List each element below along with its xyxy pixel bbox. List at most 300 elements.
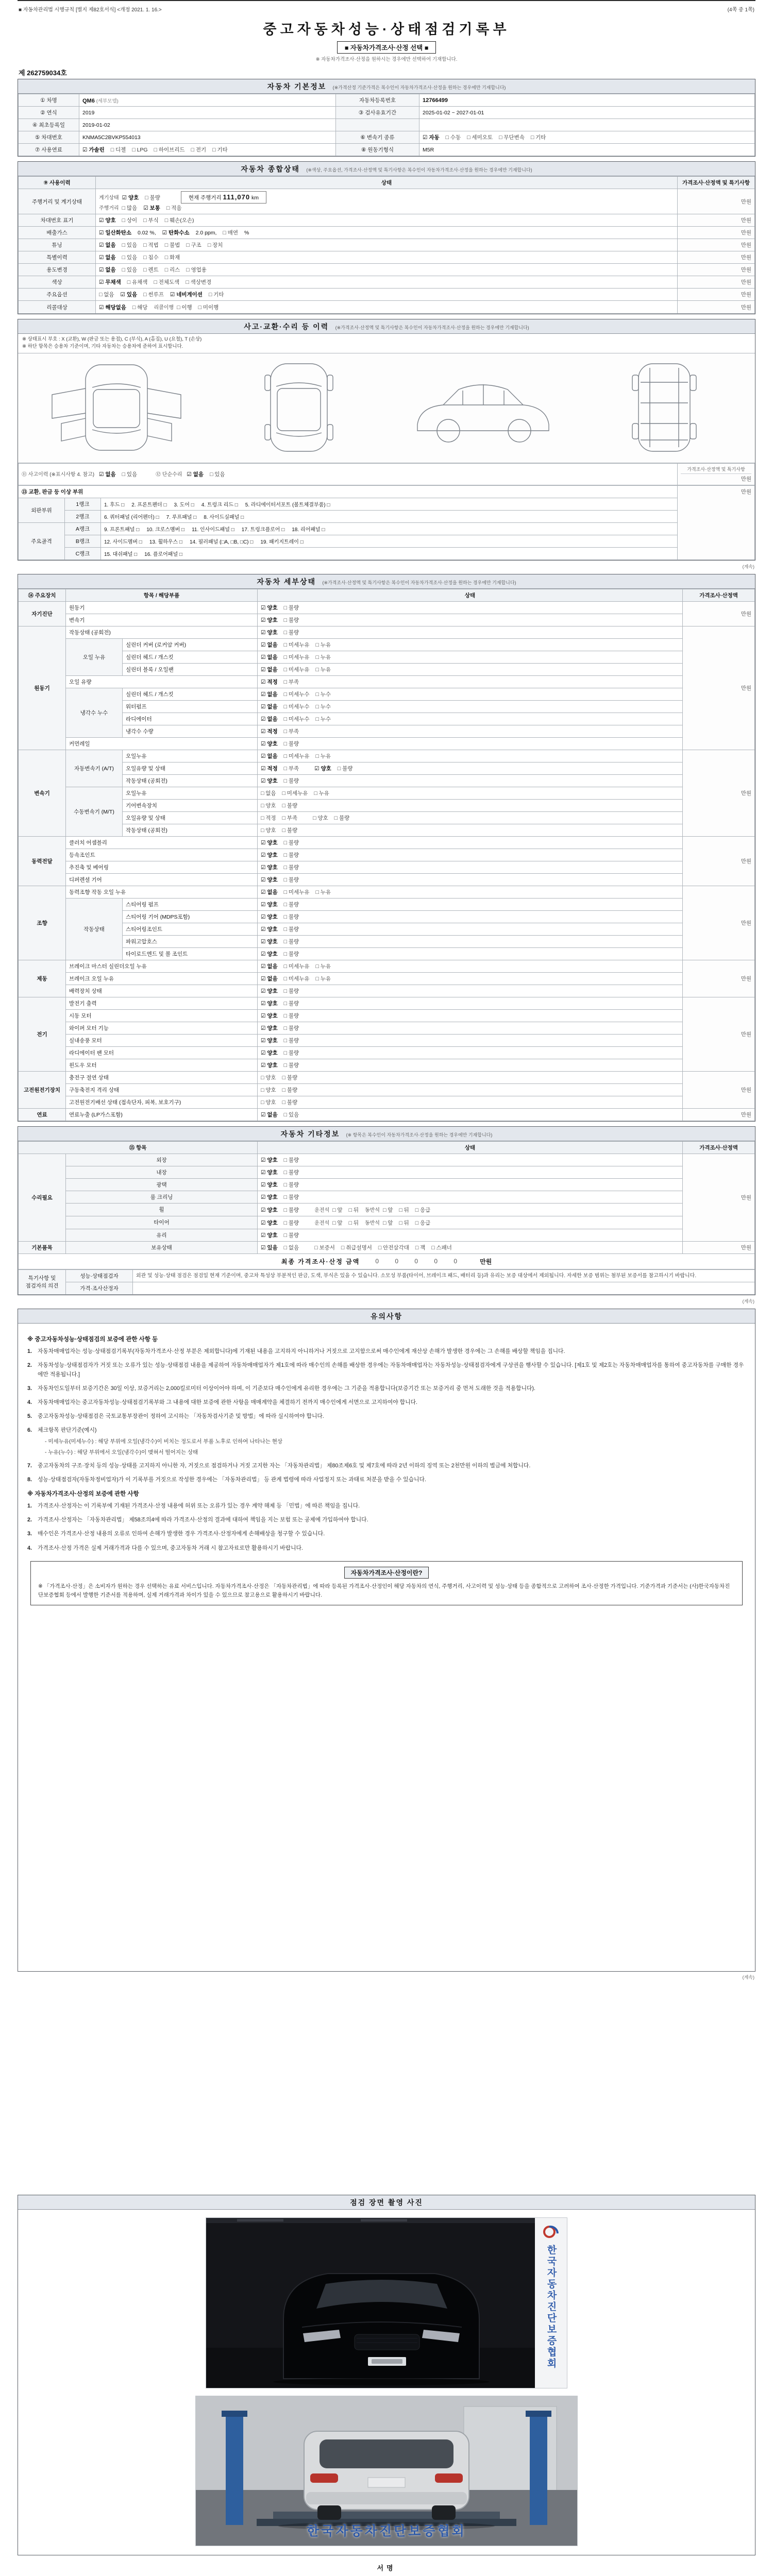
checkbox-불량[interactable]: □ 불량 — [283, 839, 299, 846]
item-name: 스티어링 기어 (MDPS포함) — [123, 910, 258, 923]
checkbox-있음[interactable]: □ 있음 — [122, 471, 138, 478]
checkbox-불량[interactable]: □ 불량 — [283, 938, 299, 945]
checkbox-불량[interactable]: □ 불량 — [283, 1025, 299, 1031]
checkbox-불량[interactable]: □ 불량 — [283, 852, 299, 858]
table-header-row — [19, 589, 755, 601]
checkbox-양호[interactable]: ☑ 양호 — [122, 195, 139, 201]
checkbox-양호[interactable]: □ 양호 — [261, 1074, 276, 1081]
checkbox-자동[interactable]: ☑ 자동 — [423, 134, 440, 141]
checkbox-적법[interactable]: □ 적법 — [143, 242, 159, 248]
checkbox-앞[interactable]: □ 앞 — [382, 1219, 393, 1226]
checkbox-양호[interactable]: ☑ 양호 — [261, 1232, 278, 1239]
checkbox-불량[interactable]: □ 불량 — [283, 1049, 299, 1056]
checkbox-전체도색[interactable]: □ 전체도색 — [154, 279, 180, 285]
checkbox-장치[interactable]: □ 장치 — [207, 242, 223, 248]
inspection-photo-rear — [196, 2396, 577, 2546]
part-item[interactable]: 3. 도어 □ — [174, 502, 194, 508]
checkbox-응급[interactable]: □ 응급 — [415, 1207, 431, 1213]
checkbox-양호[interactable]: ☑ 양호 — [261, 1000, 278, 1007]
checkbox-미세누유[interactable]: □ 미세누유 — [283, 975, 310, 982]
parts-items — [101, 535, 678, 547]
part-item[interactable]: 12. 사이드멤버 □ — [104, 539, 142, 545]
detail-row — [19, 651, 755, 663]
checkbox-있음[interactable]: □ 있음 — [210, 471, 225, 478]
checkbox-양호[interactable]: ☑ 양호 — [261, 1169, 278, 1176]
parts-row — [19, 510, 755, 522]
checkbox-불량[interactable]: □ 불량 — [145, 195, 160, 201]
checkbox-기타[interactable]: □ 기타 — [208, 292, 224, 298]
checkbox-불량[interactable]: □ 불량 — [283, 1169, 299, 1176]
inspection-photo-front — [206, 2218, 567, 2388]
checkbox-디젤[interactable]: □ 디젤 — [110, 147, 126, 153]
checkbox-양호[interactable]: ☑ 양호 — [261, 1037, 278, 1044]
checkbox-불량[interactable]: □ 불량 — [282, 827, 298, 834]
notice-item-number: 2. — [27, 1517, 32, 1523]
checkbox-기타[interactable]: □ 기타 — [212, 147, 228, 153]
checkbox-수동[interactable]: □ 수동 — [445, 134, 461, 141]
part-item[interactable]: 5. 라디에이터서포트 (볼트체결부품) □ — [245, 502, 330, 508]
checkbox-양호[interactable]: ☑ 양호 — [261, 926, 278, 933]
checkbox-미세누수[interactable]: □ 미세누수 — [283, 716, 310, 722]
summary-row — [19, 227, 755, 239]
checkbox-미세누유[interactable]: □ 미세누유 — [283, 753, 310, 759]
checkbox-불량[interactable]: □ 불량 — [283, 777, 299, 784]
checkbox-적정[interactable]: □ 적정 — [261, 815, 276, 821]
checkbox-누유[interactable]: □ 누유 — [314, 790, 329, 796]
value-reg-no — [419, 94, 755, 107]
checkbox-양호[interactable]: □ 양호 — [313, 815, 328, 821]
checkbox-없음[interactable]: ☑ 없음 — [261, 753, 278, 759]
part-item[interactable]: 11. 인사이드패널 □ — [192, 527, 234, 533]
checkbox-양호[interactable]: ☑ 양호 — [261, 1025, 278, 1031]
notice-item-number: 7. — [27, 1462, 32, 1469]
notice-item — [27, 1515, 746, 1524]
opinion-header: 특기사항 및 점검자의 의견 — [19, 1269, 66, 1294]
checkbox-적정[interactable]: ☑ 적정 — [261, 765, 278, 772]
checkbox-불량[interactable]: □ 불량 — [283, 864, 299, 871]
item-name: 윈도우 모터 — [66, 1059, 258, 1071]
checkbox-양호[interactable]: ☑ 양호 — [314, 765, 331, 772]
checkbox-불량[interactable]: □ 불량 — [283, 1181, 299, 1188]
checkbox-기타[interactable]: □ 기타 — [530, 134, 546, 141]
checkbox-누수[interactable]: □ 누수 — [315, 703, 331, 710]
checkbox-무채색[interactable]: ☑ 무채색 — [99, 279, 121, 285]
checkbox-불량[interactable]: □ 불량 — [283, 617, 299, 623]
checkbox-누유[interactable]: □ 누유 — [315, 641, 331, 648]
notice-item-number: 1. — [27, 1503, 32, 1510]
exchange-parts-table — [18, 485, 755, 560]
item-state — [258, 1203, 683, 1216]
detail-row — [19, 910, 755, 923]
checkbox-부식[interactable]: □ 부식 — [143, 217, 159, 224]
item-name: 작동상태 (공회전) — [123, 824, 258, 836]
checkbox-부족[interactable]: □ 부족 — [283, 765, 299, 772]
checkbox-불량[interactable]: □ 불량 — [283, 740, 299, 747]
checkbox-양호[interactable]: ☑ 양호 — [261, 740, 278, 747]
checkbox-해당없음[interactable]: ☑ 해당없음 — [99, 304, 126, 311]
checkbox-누유[interactable]: □ 누유 — [315, 753, 331, 759]
checkbox-양호[interactable]: ☑ 양호 — [261, 1157, 278, 1163]
row-state — [96, 289, 678, 301]
checkbox-없음[interactable]: □ 없음 — [283, 1244, 299, 1251]
checkbox-썬루프[interactable]: □ 썬루프 — [143, 292, 164, 298]
checkbox-불량[interactable]: □ 불량 — [283, 988, 299, 994]
checkbox-색상변경[interactable]: □ 색상변경 — [186, 279, 212, 285]
checkbox-있음[interactable]: □ 있음 — [122, 242, 138, 248]
checkbox-양호[interactable]: ☑ 양호 — [261, 988, 278, 994]
checkbox-양호[interactable]: □ 양호 — [261, 827, 276, 834]
item-name: 오일유량 및 상태 — [123, 762, 258, 774]
category-name: 기본품목 — [19, 1241, 66, 1253]
label-car-name: ① 차명 — [19, 94, 79, 107]
item-name: 작동상태 (공회전) — [66, 626, 258, 638]
part-item[interactable]: 2. 프론트펜더 □ — [131, 502, 167, 508]
item-state — [258, 861, 683, 873]
checkbox-없음[interactable]: ☑ 없음 — [261, 1111, 278, 1118]
checkbox-양호[interactable]: □ 양호 — [261, 1099, 276, 1106]
item-name: 실린더 헤드 / 개스킷 — [123, 688, 258, 700]
other-info-row — [19, 1191, 755, 1203]
checkbox-없음[interactable]: ☑ 없음 — [261, 654, 278, 660]
table-row — [19, 119, 755, 131]
checkbox-누유[interactable]: □ 누유 — [315, 963, 331, 970]
checkbox-영업용[interactable]: □ 영업용 — [186, 267, 207, 273]
checkbox-양호[interactable]: ☑ 양호 — [261, 876, 278, 883]
checkbox-양호[interactable]: □ 양호 — [261, 802, 276, 809]
title-block — [18, 18, 755, 62]
option-group-label: 운전석 — [314, 1207, 330, 1213]
checkbox-양호[interactable]: ☑ 양호 — [261, 1062, 278, 1069]
checkbox-양호[interactable]: ☑ 양호 — [261, 1219, 278, 1226]
checkbox-없음[interactable]: ☑ 없음 — [261, 975, 278, 982]
checkbox-불량[interactable]: □ 불량 — [283, 1207, 299, 1213]
checkbox-미세누유[interactable]: □ 미세누유 — [282, 790, 308, 796]
checkbox-불량[interactable]: □ 불량 — [282, 1099, 298, 1106]
summary-row — [19, 251, 755, 264]
checkbox-잭[interactable]: □ 잭 — [415, 1244, 426, 1251]
checkbox-양호[interactable]: ☑ 양호 — [261, 1049, 278, 1056]
price-column-header: 가격조사·산정액 및 특기사항 — [681, 466, 751, 474]
checkbox-앞[interactable]: □ 앞 — [382, 1207, 393, 1213]
checkbox-불량[interactable]: □ 불량 — [283, 1037, 299, 1044]
checkbox-미세누유[interactable]: □ 미세누유 — [283, 654, 310, 660]
row-state — [96, 276, 678, 289]
checkbox-양호[interactable]: ☑ 양호 — [261, 864, 278, 871]
checkbox-부족[interactable]: □ 부족 — [283, 679, 299, 685]
detail-row — [19, 947, 755, 960]
checkbox-적정[interactable]: ☑ 적정 — [261, 679, 278, 685]
association-strip — [535, 2218, 567, 2388]
checkbox-세미오토[interactable]: □ 세미오토 — [467, 134, 493, 141]
checkbox-응급[interactable]: □ 응급 — [415, 1219, 431, 1226]
checkbox-상이[interactable]: □ 상이 — [122, 217, 138, 224]
part-item[interactable]: 10. 크로스멤버 □ — [146, 527, 185, 533]
checkbox-불량[interactable]: □ 불량 — [283, 901, 299, 908]
parts-group: 주요골격 — [19, 522, 65, 560]
checkbox-있음[interactable]: ☑ 있음 — [261, 1244, 278, 1251]
checkbox-불량[interactable]: □ 불량 — [283, 913, 299, 920]
checkbox-렌트[interactable]: □ 렌트 — [143, 267, 159, 273]
checkbox-없음[interactable]: ☑ 없음 — [261, 666, 278, 673]
checkbox-유채색[interactable]: □ 유채색 — [127, 279, 148, 285]
value-text: 0.02 %, — [138, 230, 156, 236]
detail-row — [19, 960, 755, 972]
checkbox-양호[interactable]: ☑ 양호 — [261, 951, 278, 957]
checkbox-침수[interactable]: □ 침수 — [143, 255, 159, 261]
detail-row — [19, 799, 755, 811]
checkbox-없음[interactable]: ☑ 없음 — [99, 242, 116, 248]
part-item[interactable]: 19. 패키지트레이 □ — [260, 539, 304, 545]
part-item[interactable]: 14. 필러패널 (□A, □B, □C) □ — [189, 539, 254, 545]
checkbox-미세누수[interactable]: □ 미세누수 — [283, 703, 310, 710]
checkbox-불량[interactable]: □ 불량 — [283, 1012, 299, 1019]
checkbox-일산화탄소[interactable]: ☑ 일산화탄소 — [99, 230, 132, 236]
checkbox-있음[interactable]: □ 있음 — [122, 267, 138, 273]
notice-item-number: 4. — [27, 1545, 32, 1551]
checkbox-불량[interactable]: □ 불량 — [337, 765, 353, 772]
detail-row — [19, 638, 755, 651]
checkbox-불량[interactable]: □ 불량 — [334, 815, 350, 821]
part-item[interactable]: 8. 사이드실패널 □ — [204, 514, 244, 520]
checkbox-전기[interactable]: □ 전기 — [191, 147, 207, 153]
opinion-row — [19, 1269, 755, 1282]
section-notice-title: 유의사항 — [370, 1312, 403, 1320]
checkbox-없음[interactable]: ☑ 없음 — [261, 703, 278, 710]
checkbox-양호[interactable]: ☑ 양호 — [261, 629, 278, 636]
device-name: 변속기 — [19, 750, 66, 836]
checkbox-있음[interactable]: □ 있음 — [283, 1111, 299, 1118]
option-group-label: 동반석 — [364, 1207, 380, 1213]
checkbox-양호[interactable]: ☑ 양호 — [261, 901, 278, 908]
checkbox-적음[interactable]: □ 적음 — [166, 205, 182, 211]
checkbox-누유[interactable]: □ 누유 — [315, 666, 331, 673]
accident-price-cell — [678, 463, 755, 485]
checkbox-리스[interactable]: □ 리스 — [164, 267, 180, 273]
checkbox-미이행[interactable]: □ 미이행 — [198, 304, 219, 311]
row-label: 특별이력 — [19, 251, 96, 264]
item-state — [258, 898, 683, 910]
state-code-notes — [18, 334, 755, 353]
item-name: 와이퍼 모터 기능 — [66, 1022, 258, 1034]
checkbox-불량[interactable]: □ 불량 — [283, 1062, 299, 1069]
form-reference: ■ 자동차관리법 시행규칙 [별지 제82호서식] <개정 2021. 1. 16.> — [19, 7, 162, 13]
checkbox-무단변속[interactable]: □ 무단변속 — [499, 134, 525, 141]
checkbox-없음[interactable]: ☑ 없음 — [261, 641, 278, 648]
checkbox-없음[interactable]: □ 없음 — [99, 292, 114, 298]
item-name: 라디에이터 팬 모터 — [66, 1046, 258, 1059]
part-item[interactable]: 15. 대쉬패널 □ — [104, 551, 138, 557]
checkbox-안전삼각대[interactable]: □ 안전삼각대 — [378, 1244, 409, 1251]
checkbox-양호[interactable]: ☑ 양호 — [261, 1181, 278, 1188]
checkbox-양호[interactable]: □ 양호 — [261, 1087, 276, 1093]
part-item[interactable]: 4. 트렁크 리드 □ — [201, 502, 238, 508]
section-detail-header — [18, 574, 755, 589]
part-item[interactable]: 7. 루프패널 □ — [166, 514, 197, 520]
notice-item-text: 가격조사·산정자는 「자동차관리법」 제58조의4에 따라 가격조사·산정의 결과에 대하여 책임을 지는 보험 또는 공제에 가입하여야 합니다. — [38, 1517, 368, 1523]
notice-item-text: 중고자동차성능·상태점검은 국토교통부장관이 정하여 고시하는 「자동차검사기준 및 방법」에 따라 실시하여야 합니다. — [38, 1413, 324, 1420]
checkbox-없음[interactable]: ☑ 없음 — [261, 963, 278, 970]
option-group-label: 운전석 — [314, 1220, 330, 1226]
checkbox-탄화수소[interactable]: ☑ 탄화수소 — [162, 230, 190, 236]
checkbox-부족[interactable]: □ 부족 — [282, 815, 298, 821]
detail-row — [19, 675, 755, 688]
item-name: 타이로드엔드 및 볼 조인트 — [123, 947, 258, 960]
part-item[interactable]: 18. 리어패널 □ — [292, 527, 325, 533]
transmission-options — [419, 131, 755, 144]
notice-part2-list — [27, 1501, 746, 1553]
signature-label[interactable]: 서명 — [377, 2564, 396, 2572]
checkbox-양호[interactable]: ☑ 양호 — [261, 1012, 278, 1019]
checkbox-LPG[interactable]: □ LPG — [132, 147, 148, 153]
part-item[interactable]: 1. 후드 □ — [104, 502, 125, 508]
other-info-row — [19, 1154, 755, 1166]
checkbox-적정[interactable]: ☑ 적정 — [261, 728, 278, 735]
checkbox-양호[interactable]: ☑ 양호 — [261, 852, 278, 858]
accident-history-row — [19, 463, 755, 485]
detail-row — [19, 985, 755, 997]
value-year: 2019 — [79, 107, 336, 119]
checkbox-없음[interactable]: ☑ 없음 — [99, 267, 116, 273]
checkbox-불량[interactable]: □ 불량 — [283, 951, 299, 957]
checkbox-앞[interactable]: □ 앞 — [332, 1219, 343, 1226]
checkbox-보통[interactable]: ☑ 보통 — [143, 205, 160, 211]
checkbox-누유[interactable]: □ 누유 — [315, 889, 331, 895]
checkbox-화재[interactable]: □ 화재 — [164, 255, 180, 261]
value-first-registration: 2019-01-02 — [79, 119, 336, 131]
summary-row — [19, 264, 755, 276]
item-name: 보유상태 — [66, 1241, 258, 1253]
checkbox-많음[interactable]: □ 많음 — [122, 205, 138, 211]
part-item[interactable]: 9. 프론트패널 □ — [104, 527, 140, 533]
opinion-who-inspector: 성능·상태점검자 — [66, 1269, 133, 1282]
detail-row — [19, 787, 755, 799]
checkbox-하이브리드[interactable]: □ 하이브리드 — [154, 147, 185, 153]
item-state — [258, 910, 683, 923]
item-name: 광택 — [66, 1178, 258, 1191]
label-fuel: ⑦ 사용연료 — [19, 144, 79, 156]
checkbox-없음[interactable]: ☑ 없음 — [99, 471, 116, 478]
part-item[interactable]: 13. 휠하우스 □ — [149, 539, 182, 545]
detail-row — [19, 1071, 755, 1083]
item-state — [258, 935, 683, 947]
checkbox-없음[interactable]: ☑ 없음 — [187, 471, 204, 478]
price-survey-select-box[interactable]: ■ 자동차가격조사·산정 선택 ■ — [337, 41, 436, 54]
checkbox-미세누유[interactable]: □ 미세누유 — [283, 963, 310, 970]
checkbox-구조[interactable]: □ 구조 — [186, 242, 201, 248]
checkbox-네비게이션[interactable]: ☑ 네비게이션 — [170, 292, 203, 298]
simple-repair-label: ⑫ 단순수리 — [156, 472, 182, 478]
checkbox-누수[interactable]: □ 누수 — [315, 691, 331, 698]
item-state — [258, 1009, 683, 1022]
checkbox-미세누수[interactable]: □ 미세누수 — [283, 691, 310, 698]
checkbox-부족[interactable]: □ 부족 — [283, 728, 299, 735]
part-item[interactable]: 6. 쿼터패널 (리어펜더) □ — [104, 514, 159, 520]
checkbox-뒤[interactable]: □ 뒤 — [348, 1207, 359, 1213]
notice-item — [27, 1384, 746, 1393]
table-header-row — [19, 177, 755, 189]
checkbox-가솔린[interactable]: ☑ 가솔린 — [82, 147, 105, 153]
checkbox-양호[interactable]: ☑ 양호 — [261, 1194, 278, 1200]
checkbox-미세누유[interactable]: □ 미세누유 — [283, 889, 310, 895]
checkbox-불법[interactable]: □ 불법 — [164, 242, 180, 248]
simple-repair-options — [187, 471, 231, 478]
checkbox-불량[interactable]: □ 불량 — [282, 802, 298, 809]
checkbox-훼손(오손)[interactable]: □ 훼손(오손) — [164, 217, 194, 224]
checkbox-양호[interactable]: ☑ 양호 — [261, 913, 278, 920]
checkbox-양호[interactable]: ☑ 양호 — [261, 938, 278, 945]
checkbox-누유[interactable]: □ 누유 — [315, 654, 331, 660]
item-name: 작동상태 (공회전) — [123, 774, 258, 787]
checkbox-불량[interactable]: □ 불량 — [283, 1194, 299, 1200]
checkbox-불량[interactable]: □ 불량 — [283, 1219, 299, 1226]
checkbox-없음[interactable]: ☑ 없음 — [261, 691, 278, 698]
checkbox-뒤[interactable]: □ 뒤 — [348, 1219, 359, 1226]
checkbox-앞[interactable]: □ 앞 — [332, 1207, 343, 1213]
checkbox-불량[interactable]: □ 불량 — [282, 1074, 298, 1081]
checkbox-있음[interactable]: □ 있음 — [122, 255, 138, 261]
item-name: 원동기 — [66, 601, 258, 614]
device-price: 만원 — [683, 601, 755, 626]
item-name: 클러치 어셈블리 — [66, 836, 258, 849]
checkbox-양호[interactable]: ☑ 양호 — [261, 617, 278, 623]
checkbox-누유[interactable]: □ 누유 — [315, 975, 331, 982]
checkbox-불량[interactable]: □ 불량 — [283, 629, 299, 636]
checkbox-있음[interactable]: ☑ 있음 — [120, 292, 138, 298]
checkbox-불량[interactable]: □ 불량 — [283, 926, 299, 933]
checkbox-매연[interactable]: □ 매연 — [223, 230, 238, 236]
checkbox-뒤[interactable]: □ 뒤 — [399, 1219, 409, 1226]
checkbox-해당[interactable]: □ 해당 — [132, 304, 148, 311]
checkbox-없음[interactable]: ☑ 없음 — [261, 716, 278, 722]
checkbox-불량[interactable]: □ 불량 — [283, 1157, 299, 1163]
notice-item-text: 자동차매매업자는 중고자동차성능·상태점검기록부와 그 내용에 대한 보증에 관한 사항을 매매계약을 체결하기 전까지 매수인에게 서면으로 고지하여야 합니다. — [38, 1399, 417, 1405]
section-detail-condition — [18, 574, 755, 1122]
item-name: 동력조향 작동 오일 누유 — [66, 886, 258, 898]
checkbox-없음[interactable]: □ 없음 — [261, 790, 276, 796]
checkbox-불량[interactable]: □ 불량 — [283, 1000, 299, 1007]
checkbox-없음[interactable]: ☑ 없음 — [261, 889, 278, 895]
checkbox-양호[interactable]: ☑ 양호 — [261, 604, 278, 611]
checkbox-누수[interactable]: □ 누수 — [315, 716, 331, 722]
checkbox-뒤[interactable]: □ 뒤 — [399, 1207, 409, 1213]
checkbox-양호[interactable]: ☑ 양호 — [261, 777, 278, 784]
parts-rank: C랭크 — [65, 547, 101, 560]
checkbox-미세누유[interactable]: □ 미세누유 — [283, 666, 310, 673]
checkbox-불량[interactable]: □ 불량 — [283, 604, 299, 611]
part-item[interactable]: 17. 트렁크플로어 □ — [241, 527, 285, 533]
detail-row — [19, 626, 755, 638]
detail-row — [19, 663, 755, 675]
checkbox-없음[interactable]: ☑ 없음 — [99, 255, 116, 261]
checkbox-미세누유[interactable]: □ 미세누유 — [283, 641, 310, 648]
detail-row — [19, 1108, 755, 1121]
checkbox-이행[interactable]: □ 이행 — [177, 304, 192, 311]
checkbox-보증서[interactable]: □ 보증서 — [314, 1244, 335, 1251]
row-label: 색상 — [19, 276, 96, 289]
checkbox-불량[interactable]: □ 불량 — [283, 876, 299, 883]
checkbox-양호[interactable]: ☑ 양호 — [261, 839, 278, 846]
checkbox-스패너[interactable]: □ 스패너 — [431, 1244, 452, 1251]
checkbox-불량[interactable]: □ 불량 — [283, 1232, 299, 1239]
label-reg-no: 자동차등록번호 — [336, 94, 419, 107]
notice-item-number: 3. — [27, 1385, 32, 1392]
checkbox-취급설명서[interactable]: □ 취급설명서 — [341, 1244, 372, 1251]
checkbox-양호[interactable]: ☑ 양호 — [99, 217, 116, 224]
part-item[interactable]: 16. 플로어패널 □ — [144, 551, 182, 557]
checkbox-불량[interactable]: □ 불량 — [282, 1087, 298, 1093]
checkbox-양호[interactable]: ☑ 양호 — [261, 1207, 278, 1213]
notice-subitem: - 미세누유(미세누수) : 해당 부위에 오일(냉각수)이 비치는 정도로서 부품 노후로 인하여 나타나는 현상 — [45, 1438, 283, 1445]
